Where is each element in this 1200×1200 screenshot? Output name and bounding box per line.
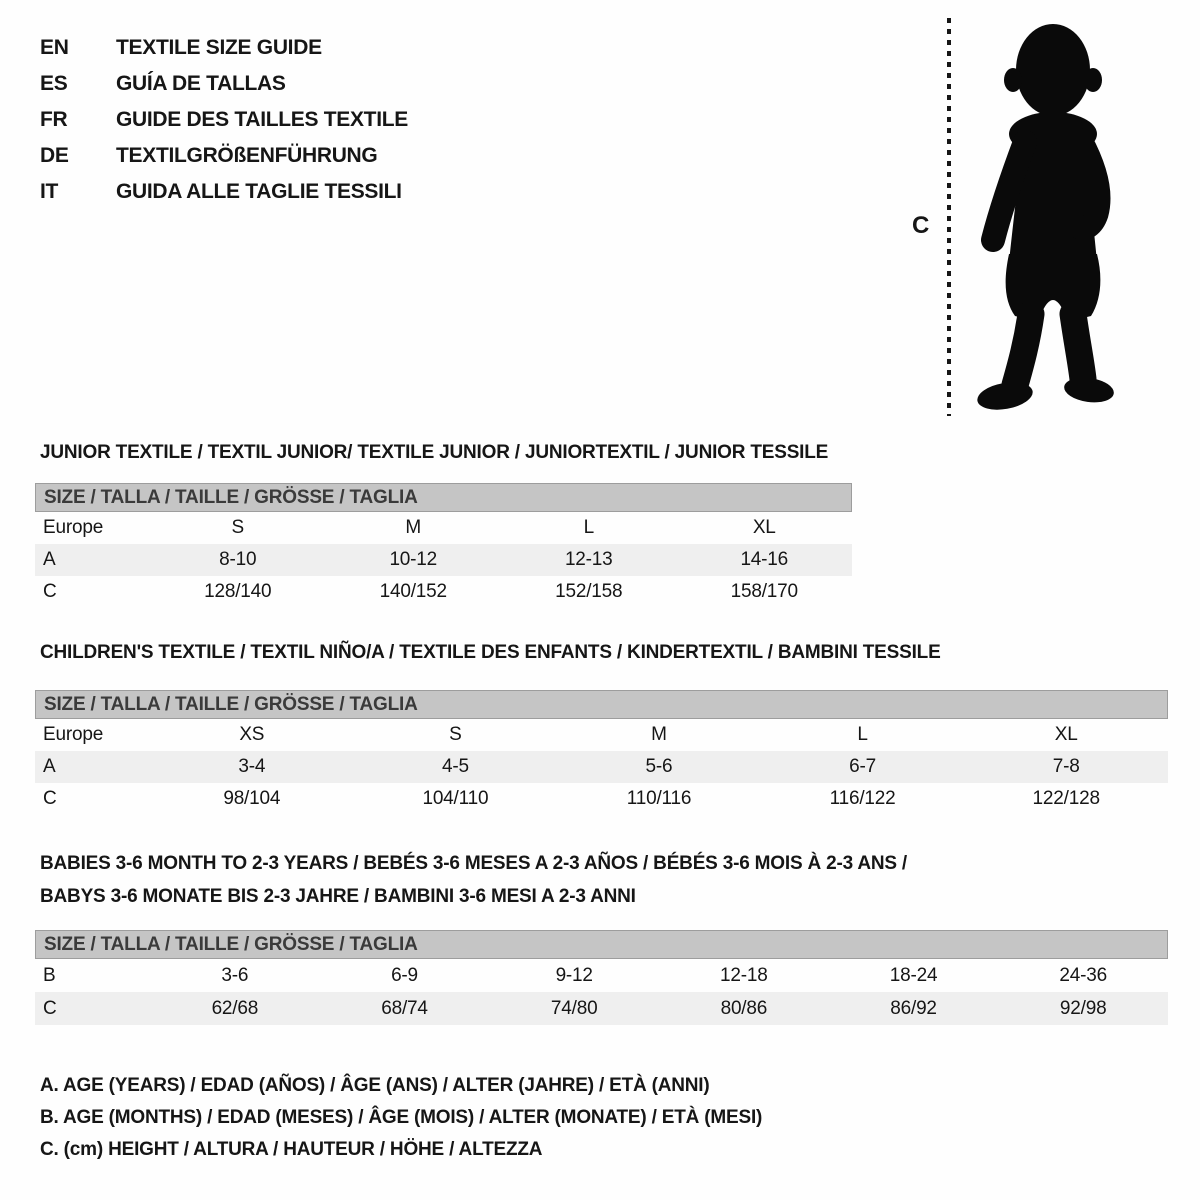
table-row xyxy=(35,992,1168,1025)
row-label-cell: A xyxy=(43,549,56,570)
value-cell: XL xyxy=(1054,724,1078,745)
babies-size-header-bar: SIZE / TALLA / TAILLE / GRÖSSE / TAGLIA xyxy=(35,930,1168,959)
language-row-es xyxy=(40,66,408,102)
row-label-cell: B xyxy=(43,964,56,986)
value-cell: 122/128 xyxy=(1032,788,1100,809)
value-cell: XS xyxy=(239,724,265,745)
value-cell: 9-12 xyxy=(555,964,593,986)
value-cell: M xyxy=(405,517,422,538)
value-cell: 128/140 xyxy=(204,581,272,602)
row-label-cell: Europe xyxy=(43,724,104,745)
value-cell: 92/98 xyxy=(1059,997,1107,1019)
language-row-de xyxy=(40,138,408,174)
babies-section-title: BABIES 3-6 MONTH TO 2-3 YEARS / BEBÉS 3-6 MESES A 2-3 AÑOS / BÉBÉS 3-6 MOIS À 2-3 ANS / BABYS 3-6 MONATE BIS 2-3 JAHRE / BAMBINI 3-6 MESI A 2-3 ANNI xyxy=(40,853,908,907)
value-cell: 158/170 xyxy=(730,581,798,602)
table-row xyxy=(35,512,852,544)
value-cell: 24-36 xyxy=(1059,964,1107,986)
table-row xyxy=(35,719,1168,751)
guide-title-fr: GUIDE DES TAILLES TEXTILE xyxy=(116,108,408,131)
value-cell: L xyxy=(583,517,594,538)
value-cell: S xyxy=(231,517,244,538)
table-row xyxy=(35,544,852,576)
toddler-silhouette-image xyxy=(965,14,1137,418)
guide-title-en: TEXTILE SIZE GUIDE xyxy=(116,36,322,59)
value-cell: 5-6 xyxy=(645,756,673,777)
value-cell: 74/80 xyxy=(550,997,598,1019)
value-cell: L xyxy=(857,724,868,745)
value-cell: 80/86 xyxy=(720,997,768,1019)
children-section-title: CHILDREN'S TEXTILE / TEXTIL NIÑO/A / TEXTILE DES ENFANTS / KINDERTEXTIL / BAMBINI TESSILE xyxy=(40,642,941,663)
legend-line-age-months: B. AGE (MONTHS) / EDAD (MESES) / ÂGE (MOIS) / ALTER (MONATE) / ETÀ (MESI) xyxy=(40,1107,763,1128)
value-cell: 68/74 xyxy=(381,997,428,1019)
value-cell: M xyxy=(651,724,667,745)
value-cell: 4-5 xyxy=(441,756,469,777)
table-row xyxy=(35,751,1168,783)
value-cell: 104/110 xyxy=(422,788,489,809)
language-title-block xyxy=(40,30,408,210)
language-code: EN xyxy=(40,36,69,59)
guide-title-es: GUÍA DE TALLAS xyxy=(116,72,286,95)
language-row-fr xyxy=(40,102,408,138)
row-label-cell: C xyxy=(43,581,57,602)
legend-line-age-years: A. AGE (YEARS) / EDAD (AÑOS) / ÂGE (ANS) / ALTER (JAHRE) / ETÀ (ANNI) xyxy=(40,1075,710,1096)
value-cell: 6-9 xyxy=(391,964,418,986)
language-row-it xyxy=(40,174,408,210)
junior-size-header-bar: SIZE / TALLA / TAILLE / GRÖSSE / TAGLIA xyxy=(35,483,852,512)
children-size-table xyxy=(35,719,1168,815)
junior-size-table xyxy=(35,512,852,608)
junior-section-title: JUNIOR TEXTILE / TEXTIL JUNIOR/ TEXTILE JUNIOR / JUNIORTEXTIL / JUNIOR TESSILE xyxy=(40,442,829,463)
value-cell: 14-16 xyxy=(740,549,789,570)
value-cell: 18-24 xyxy=(889,964,938,986)
table-row xyxy=(35,783,1168,815)
measurement-legend xyxy=(40,1070,762,1166)
guide-title-it: GUIDA ALLE TAGLIE TESSILI xyxy=(116,180,402,203)
legend-line-height-cm: C. (cm) HEIGHT / ALTURA / HAUTEUR / HÖHE / ALTEZZA xyxy=(40,1139,543,1160)
value-cell: 10-12 xyxy=(389,549,438,570)
value-cell: 152/158 xyxy=(555,581,623,602)
value-cell: 7-8 xyxy=(1052,756,1080,777)
value-cell: 62/68 xyxy=(211,997,259,1019)
language-code: ES xyxy=(40,72,68,95)
value-cell: 12-13 xyxy=(564,549,613,570)
table-row xyxy=(35,959,1168,992)
guide-title-de: TEXTILGRÖßENFÜHRUNG xyxy=(116,144,378,167)
value-cell: 110/116 xyxy=(626,788,692,809)
value-cell: 12-18 xyxy=(720,964,768,986)
children-size-header-bar: SIZE / TALLA / TAILLE / GRÖSSE / TAGLIA xyxy=(35,690,1168,719)
table-row xyxy=(35,576,852,608)
value-cell: S xyxy=(449,724,462,745)
value-cell: 86/92 xyxy=(890,997,937,1019)
language-code: IT xyxy=(40,180,59,203)
height-measure-label: C xyxy=(912,212,930,239)
babies-size-table xyxy=(35,959,1168,1025)
value-cell: 140/152 xyxy=(379,581,447,602)
value-cell: 116/122 xyxy=(829,788,896,809)
row-label-cell: C xyxy=(43,788,57,809)
row-label-cell: C xyxy=(43,997,57,1019)
row-label-cell: Europe xyxy=(43,517,104,538)
value-cell: 3-6 xyxy=(221,964,249,986)
language-code: FR xyxy=(40,108,68,131)
language-code: DE xyxy=(40,144,69,167)
value-cell: 8-10 xyxy=(219,549,257,570)
language-row-en xyxy=(40,30,408,66)
row-label-cell: A xyxy=(43,756,56,777)
value-cell: 98/104 xyxy=(223,788,281,809)
value-cell: 6-7 xyxy=(849,756,877,777)
value-cell: 3-4 xyxy=(238,756,266,777)
value-cell: XL xyxy=(752,517,776,538)
height-measure-dashed-line xyxy=(947,18,951,416)
